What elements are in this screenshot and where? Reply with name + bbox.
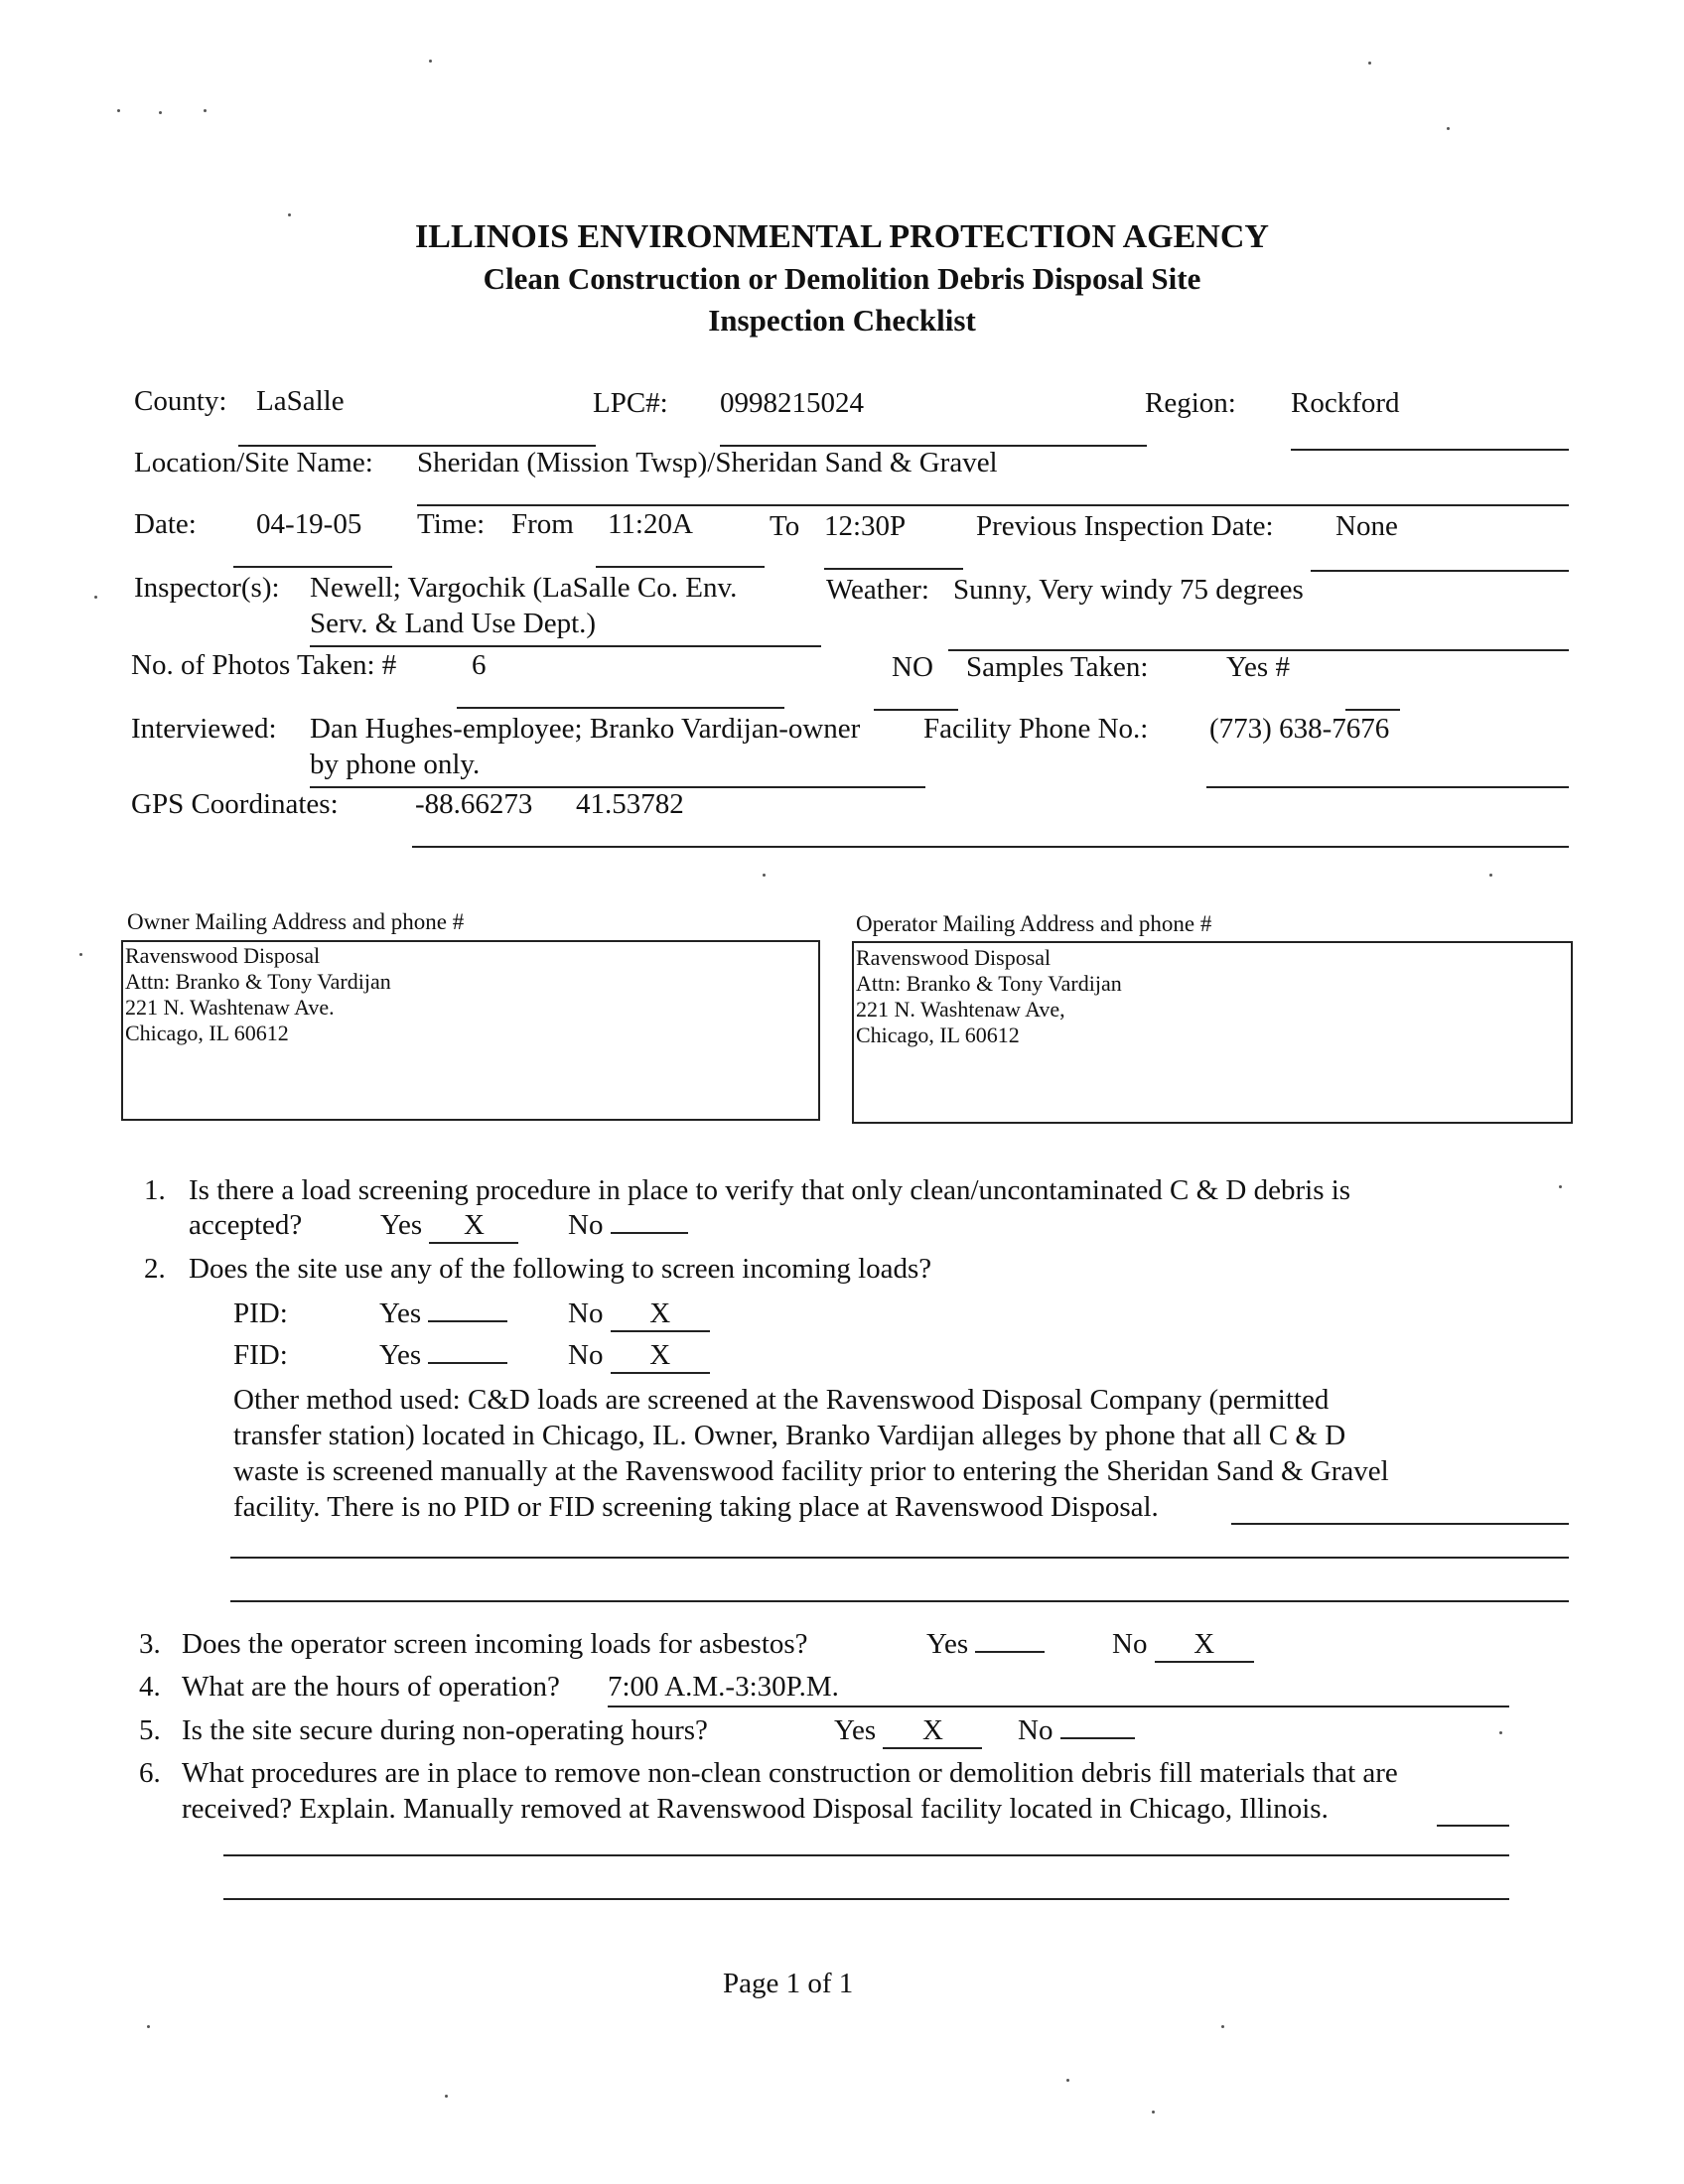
q3-yes-mark[interactable]	[975, 1651, 1045, 1653]
photos-label: No. of Photos Taken: #	[131, 649, 397, 681]
q4-text: What are the hours of operation?	[182, 1671, 560, 1703]
scan-speck	[445, 2095, 448, 2098]
q1-yes	[380, 1209, 518, 1244]
q6-number: 6.	[139, 1757, 161, 1789]
photos-value: 6	[472, 649, 487, 681]
q4-answer-underline	[608, 1706, 1509, 1707]
q3-yes-label: Yes	[926, 1628, 969, 1660]
inspector-underline	[310, 645, 821, 647]
q1-text-line-2: accepted?	[189, 1209, 303, 1241]
scan-speck	[763, 874, 766, 877]
pid-yes-label: Yes	[379, 1297, 422, 1329]
weather-value: Sunny, Very windy 75 degrees	[953, 574, 1304, 606]
fid-yes-label: Yes	[379, 1339, 422, 1371]
date-underline	[233, 566, 392, 568]
pid-label: PID:	[233, 1297, 288, 1329]
samples-no: NO	[892, 651, 933, 683]
gps-underline	[412, 846, 1569, 848]
q1-text-line-1: Is there a load screening procedure in place to verify that only clean/uncontaminated C & D debris is	[189, 1174, 1351, 1206]
other-method-blank-line	[230, 1600, 1569, 1602]
q1-no-mark[interactable]	[611, 1232, 688, 1234]
q1-yes-mark[interactable]: X	[429, 1209, 518, 1244]
q5-number: 5.	[139, 1714, 161, 1746]
scan-speck	[1152, 2111, 1155, 2114]
q6-blank-line	[223, 1898, 1509, 1900]
q5-no-mark[interactable]	[1060, 1737, 1135, 1739]
scan-speck	[1499, 1731, 1502, 1734]
weather-label: Weather:	[826, 574, 929, 606]
to-label: To	[770, 510, 800, 542]
scan-speck	[1368, 62, 1371, 65]
q6-text-line-1: What procedures are in place to remove non-clean construction or demolition debris fill materials that are	[182, 1757, 1398, 1789]
operator-address	[856, 945, 1122, 1048]
date-value: 04-19-05	[256, 508, 362, 540]
q5-yes	[834, 1714, 982, 1749]
previous-inspection-underline	[1311, 570, 1569, 572]
q2-number: 2.	[144, 1253, 166, 1285]
other-method-fill-line	[1231, 1523, 1569, 1525]
time-from-value: 11:20A	[608, 508, 693, 540]
operator-address-line: Attn: Branko & Tony Vardijan	[856, 971, 1122, 996]
owner-address	[125, 943, 391, 1046]
interviewed-line-2: by phone only.	[310, 749, 481, 780]
scan-speck	[429, 60, 432, 63]
q5-yes-label: Yes	[834, 1714, 877, 1746]
time-to-underline	[824, 568, 963, 570]
scan-speck	[204, 109, 207, 112]
fid-no	[568, 1339, 710, 1374]
fid-yes	[379, 1339, 507, 1372]
pid-no-mark[interactable]: X	[611, 1297, 710, 1332]
q5-no-label: No	[1018, 1714, 1053, 1746]
phone-underline	[1206, 786, 1569, 788]
inspector-label: Inspector(s):	[134, 572, 280, 604]
county-value: LaSalle	[256, 385, 345, 417]
scan-speck	[79, 953, 82, 956]
q3-no-label: No	[1112, 1628, 1148, 1660]
q6-blank-line	[223, 1854, 1509, 1856]
scan-speck	[94, 596, 97, 599]
time-label: Time:	[417, 508, 486, 540]
scan-speck	[147, 2025, 150, 2028]
q5-no	[1018, 1714, 1135, 1747]
scan-speck	[159, 111, 162, 114]
form-title: Inspection Checklist	[708, 303, 976, 338]
other-method-line: waste is screened manually at the Ravenswood facility prior to entering the Sheridan Sand & Gravel	[233, 1455, 1389, 1487]
region-underline	[1291, 449, 1569, 451]
q3-no	[1112, 1628, 1254, 1663]
q3-text: Does the operator screen incoming loads for asbestos?	[182, 1628, 808, 1660]
pid-no-label: No	[568, 1297, 604, 1329]
gps-latitude: 41.53782	[576, 788, 684, 820]
fid-no-mark[interactable]: X	[611, 1339, 710, 1374]
date-label: Date:	[134, 508, 197, 540]
samples-no-underline	[874, 709, 958, 711]
gps-longitude: -88.66273	[415, 788, 533, 820]
other-method-line: facility. There is no PID or FID screening taking place at Ravenswood Disposal.	[233, 1491, 1159, 1523]
q1-yes-label: Yes	[380, 1209, 423, 1241]
samples-yes: Yes #	[1226, 651, 1290, 683]
q4-number: 4.	[139, 1671, 161, 1703]
q5-yes-mark[interactable]: X	[883, 1714, 982, 1749]
pid-no	[568, 1297, 710, 1332]
interviewed-line-1: Dan Hughes-employee; Branko Vardijan-owner	[310, 713, 861, 745]
region-value: Rockford	[1291, 387, 1400, 419]
from-label: From	[511, 508, 574, 540]
form-subtitle: Clean Construction or Demolition Debris Disposal Site	[483, 261, 1201, 296]
location-value: Sheridan (Mission Twsp)/Sheridan Sand & Gravel	[417, 447, 998, 478]
phone-label: Facility Phone No.:	[923, 713, 1149, 745]
owner-address-line: Chicago, IL 60612	[125, 1021, 289, 1045]
other-method-line: Other method used: C&D loads are screened at the Ravenswood Disposal Company (permitted	[233, 1384, 1330, 1416]
operator-address-label: Operator Mailing Address and phone #	[856, 911, 1212, 936]
other-method-blank-line	[230, 1557, 1569, 1559]
pid-yes-mark[interactable]	[428, 1320, 507, 1322]
scan-speck	[1221, 2025, 1224, 2028]
q3-yes	[926, 1628, 1045, 1661]
photos-underline	[457, 707, 784, 709]
owner-address-line: 221 N. Washtenaw Ave.	[125, 995, 335, 1020]
location-underline	[417, 504, 1569, 506]
scan-speck	[117, 109, 120, 112]
owner-address-label: Owner Mailing Address and phone #	[127, 909, 465, 934]
q5-text: Is the site secure during non-operating hours?	[182, 1714, 708, 1746]
samples-yes-underline	[1345, 709, 1400, 711]
county-label: County:	[134, 385, 227, 417]
lpc-label: LPC#:	[593, 387, 668, 419]
time-from-underline	[596, 566, 765, 568]
scan-speck	[1066, 2079, 1069, 2082]
region-label: Region:	[1145, 387, 1236, 419]
interviewed-label: Interviewed:	[131, 713, 277, 745]
pid-yes	[379, 1297, 507, 1330]
q1-no-label: No	[568, 1209, 604, 1241]
page-number: Page 1 of 1	[723, 1968, 854, 1999]
agency-title: ILLINOIS ENVIRONMENTAL PROTECTION AGENCY	[415, 218, 1269, 255]
fid-label: FID:	[233, 1339, 288, 1371]
q1-number: 1.	[144, 1174, 166, 1206]
fid-yes-mark[interactable]	[428, 1362, 507, 1364]
gps-label: GPS Coordinates:	[131, 788, 339, 820]
q3-no-mark[interactable]: X	[1155, 1628, 1254, 1663]
q1-no	[568, 1209, 688, 1242]
owner-address-line: Ravenswood Disposal	[125, 943, 321, 968]
operator-address-line: Chicago, IL 60612	[856, 1023, 1020, 1047]
lpc-value: 0998215024	[720, 387, 864, 419]
scan-speck	[1489, 874, 1492, 877]
fid-no-label: No	[568, 1339, 604, 1371]
q6-fill-line	[1437, 1825, 1509, 1827]
operator-address-line: Ravenswood Disposal	[856, 945, 1052, 970]
q2-text: Does the site use any of the following to screen incoming loads?	[189, 1253, 932, 1285]
scan-speck	[1447, 127, 1450, 130]
q4-answer: 7:00 A.M.-3:30P.M.	[608, 1671, 839, 1703]
other-method-line: transfer station) located in Chicago, IL. Owner, Branko Vardijan alleges by phone that all C & D	[233, 1420, 1346, 1451]
previous-inspection-label: Previous Inspection Date:	[976, 510, 1274, 542]
scan-speck	[1559, 1185, 1562, 1188]
phone-value: (773) 638-7676	[1209, 713, 1390, 745]
q6-text-line-2: received? Explain. Manually removed at Ravenswood Disposal facility located in Chicago, Illinois.	[182, 1793, 1329, 1825]
previous-inspection-value: None	[1335, 510, 1398, 542]
inspector-line-2: Serv. & Land Use Dept.)	[310, 608, 597, 639]
scan-speck	[288, 213, 291, 216]
time-to-value: 12:30P	[824, 510, 907, 542]
q3-number: 3.	[139, 1628, 161, 1660]
inspector-line-1: Newell; Vargochik (LaSalle Co. Env.	[310, 572, 738, 604]
samples-label: Samples Taken:	[966, 651, 1149, 683]
owner-address-line: Attn: Branko & Tony Vardijan	[125, 969, 391, 994]
location-label: Location/Site Name:	[134, 447, 373, 478]
operator-address-line: 221 N. Washtenaw Ave,	[856, 997, 1065, 1022]
